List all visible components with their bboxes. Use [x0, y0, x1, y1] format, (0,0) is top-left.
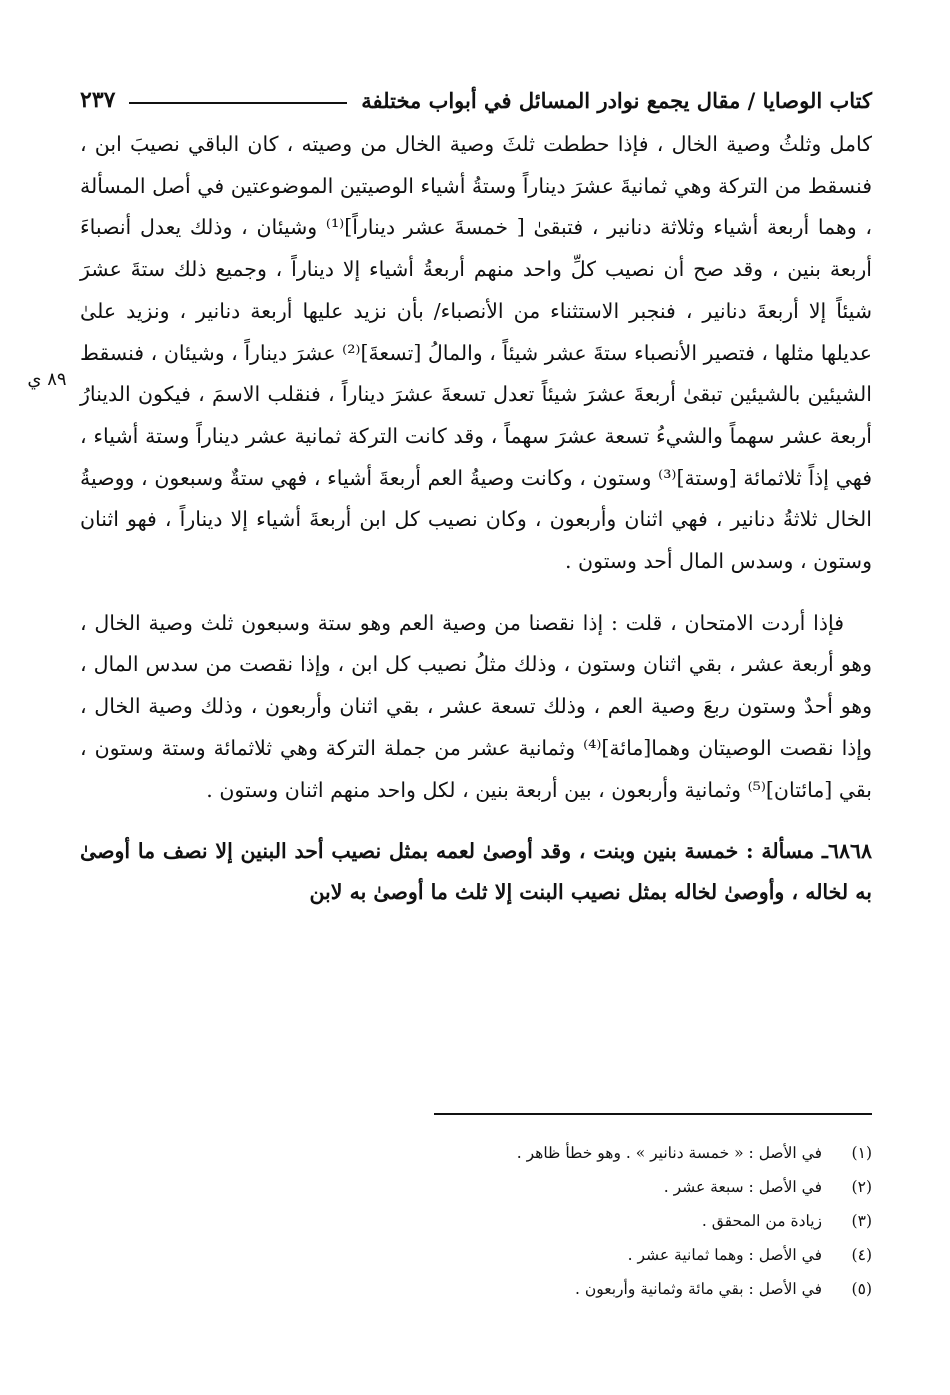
running-title: كتاب الوصايا / مقال يجمع نوادر المسائل في أبواب مختلفة	[361, 87, 872, 113]
footnote-item	[80, 1170, 872, 1204]
paragraph-1: كامل وثلثُ وصية الخال ، فإذا حططت ثلثَ وصية الخال من وصيته ، كان الباقي نصيبَ ابن ، فنسقط من التركة وهي ثمانيةَ عشرَ ديناراً وستةُ أشياء الوصيتين الموضوعتين في أصل المسألة ، وهما أربعة أشياء وثلاثة دنانير ، فتبقىٰ [ خمسةَ عشر ديناراً]⁽¹⁾ وشيئان ، وذلك يعدل أنصباءَ أربعة بنين ، وقد صح أن نصيب كلِّ واحد منهم أربعةُ أشياء إلا ديناراً ، وجميع ذلك ستةَ عشرَ شيئاً إلا أربعةَ دنانير ، فنجبر الاستثناء من الأنصباء/ بأن نزيد عليها أربعة دنانير ، ونزيد علىٰ عديلها مثلها ، فتصير الأنصباء ستةَ عشر شيئاً ، والمالُ [تسعةَ]⁽²⁾ عشرَ ديناراً ، وشيئان ، فنسقط الشيئين بالشيئين تبقىٰ أربعةَ عشرَ شيئاً تعدل تسعةَ عشرَ ديناراً ، فنقلب الاسمَ ، فيكون الدينارُ أربعة عشر سهماً والشيءُ تسعة عشرَ سهماً ، وقد كانت التركة ثمانية عشر ديناراً وستة أشياء ، فهي إذاً ثلاثمائة [وستة]⁽³⁾ وستون ، وكانت وصيةُ العم أربعةَ أشياء ، فهي ستةٌ وسبعون ، ووصيةُ الخال ثلاثةُ دنانير ، فهي اثنان وأربعون ، وكان نصيب كل ابن أربعةَ أشياء إلا ديناراً ، فهو اثنان وستون ، وسدس المال أحد وستون .	[80, 132, 872, 574]
footnote-text: في الأصل : بقي مائة وثمانية وأربعون .	[575, 1280, 822, 1298]
footnotes	[80, 1136, 872, 1306]
footnote-text: في الأصل : وهما ثمانية عشر .	[627, 1246, 822, 1264]
main-text	[80, 124, 872, 934]
header-rule	[129, 102, 347, 104]
manuscript-folio-note: ٨٩ ي	[27, 369, 67, 390]
footnote-number: (٢)	[851, 1178, 872, 1196]
footnote-text: في الأصل : سبعة عشر .	[663, 1178, 822, 1196]
footnote-item	[80, 1136, 872, 1170]
footnote-number: (١)	[851, 1144, 872, 1162]
issue-heading: ٦٨٦٨ـ مسألة : خمسة بنين وبنت ، وقد أوصىٰ لعمه بمثل نصيب أحد البنين إلا نصف ما أوصىٰ به لخاله ، وأوصىٰ لخاله بمثل نصيب البنت إلا ثلث ما أوصىٰ به لابن	[80, 839, 872, 905]
footnote-number: (٥)	[851, 1280, 872, 1298]
footnote-separator	[434, 1113, 872, 1115]
page-number: ٢٣٧	[80, 87, 116, 113]
footnote-item	[80, 1272, 872, 1306]
page-header	[80, 80, 872, 120]
footnote-item	[80, 1204, 872, 1238]
footnote-item	[80, 1238, 872, 1272]
footnote-text: زيادة من المحقق .	[701, 1212, 822, 1230]
paragraph-2: فإذا أردت الامتحان ، قلت : إذا نقصنا من وصية العم وهو ستة وسبعون ثلث وصية الخال ، وهو أربعة عشر ، بقي اثنان وستون ، وذلك مثلُ نصيب كل ابن ، وإذا نقصت من سدس المال ، وهو أحدٌ وستون ربعَ وصية العم ، وذلك تسعة عشر ، بقي اثنان وأربعون ، وذلك وصية الخال ، وإذا نقصت الوصيتان وهما[مائة]⁽⁴⁾ وثمانية عشر من جملة التركة وهي ثلاثمائة وستة وستون ، بقي [مائتان]⁽⁵⁾ وثمانية وأربعون ، بين أربعة بنين ، لكل واحد منهم اثنان وستون .	[80, 610, 872, 802]
footnote-text: في الأصل : « خمسة دنانير » . وهو خطأ ظاهر .	[516, 1144, 822, 1162]
footnote-number: (٣)	[851, 1212, 872, 1230]
footnote-number: (٤)	[851, 1246, 872, 1264]
